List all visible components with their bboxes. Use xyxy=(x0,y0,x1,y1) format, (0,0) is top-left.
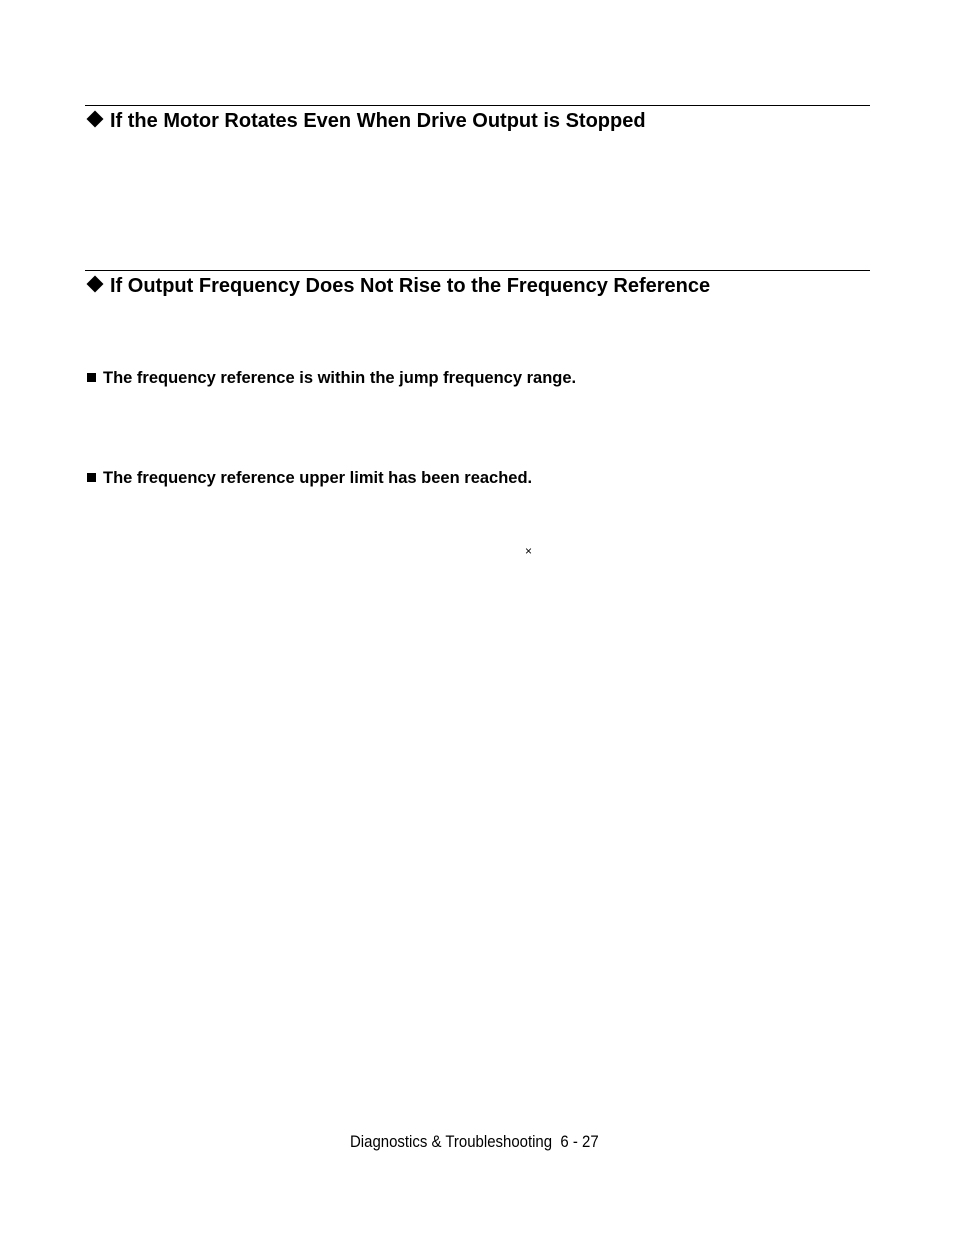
cause-heading-jump-frequency xyxy=(87,368,576,388)
section-divider-1 xyxy=(85,105,870,106)
section-title: If Output Frequency Does Not Rise to the Frequency Reference xyxy=(110,275,711,297)
cause-text: The frequency reference upper limit has been reached. xyxy=(103,469,533,487)
footer-page-number: 6 - 27 xyxy=(560,1132,599,1151)
cause-heading-upper-limit xyxy=(87,468,532,488)
square-bullet-icon xyxy=(87,473,96,482)
multiplication-symbol: × xyxy=(525,544,533,558)
section-title: If the Motor Rotates Even When Drive Output is Stopped xyxy=(110,110,646,132)
page-footer xyxy=(350,1131,599,1153)
diamond-icon xyxy=(87,111,104,128)
section-heading-output-frequency xyxy=(85,274,710,298)
square-bullet-icon xyxy=(87,373,96,382)
section-divider-2 xyxy=(85,270,870,271)
footer-chapter: Diagnostics & Troubleshooting xyxy=(350,1132,553,1151)
diamond-icon xyxy=(87,276,104,293)
cause-text: The frequency reference is within the jump frequency range. xyxy=(103,369,577,387)
section-heading-motor-rotates xyxy=(85,109,646,133)
